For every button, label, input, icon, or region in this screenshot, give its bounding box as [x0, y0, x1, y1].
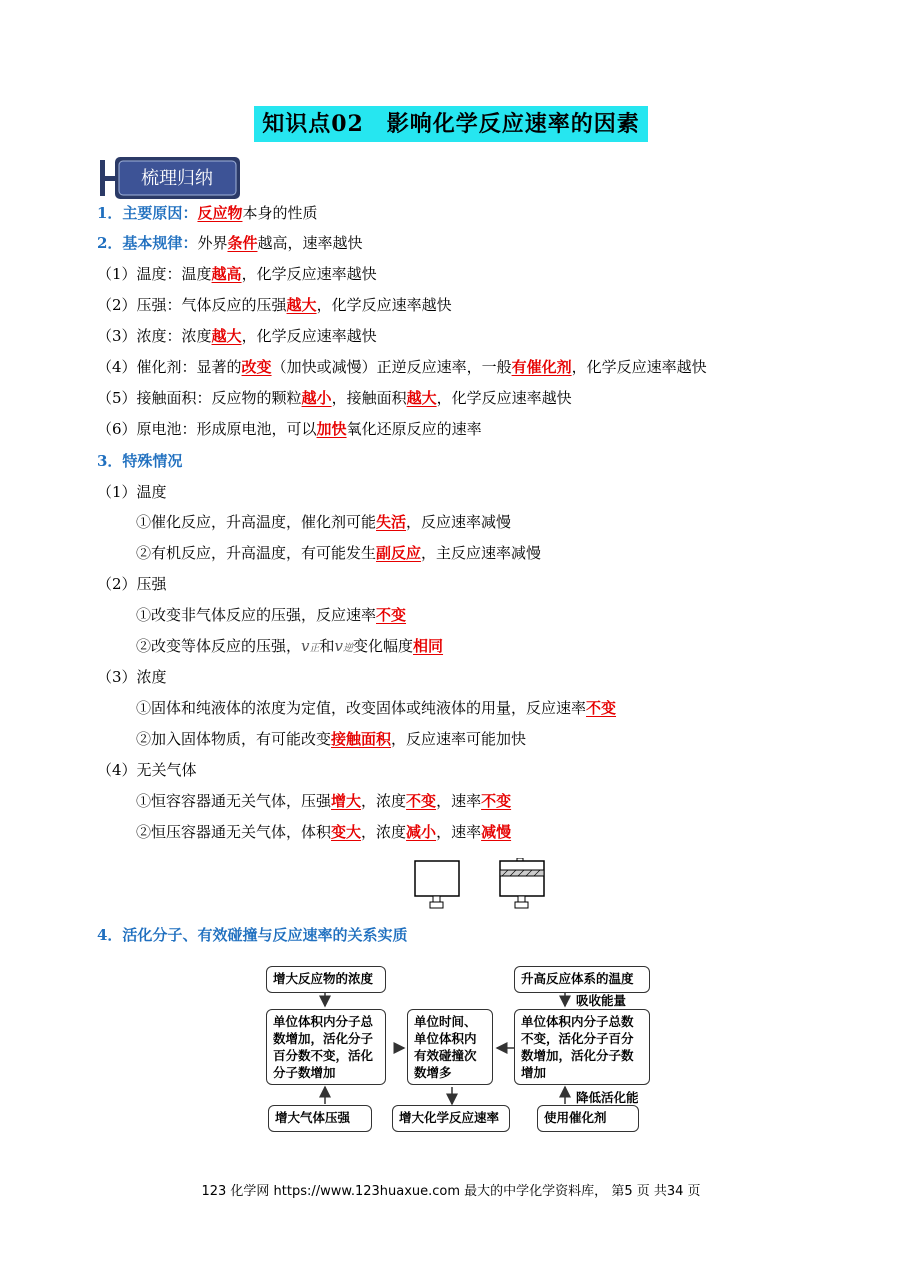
line-temperature: [97, 264, 377, 284]
text: ①改变非气体反应的压强，反应速率: [136, 606, 377, 624]
text: ②恒压容器通无关气体，体积: [136, 823, 332, 841]
label-lower-activation-energy: 降低活化能: [576, 1090, 639, 1105]
line-temp-1: [136, 512, 511, 532]
keyword: 有催化剂: [511, 358, 572, 376]
heading-2: 2．基本规律：: [97, 234, 198, 252]
text: ，化学反应速率越快: [241, 327, 377, 345]
keyword: 越大: [286, 296, 317, 314]
keyword: 条件: [227, 234, 258, 252]
keyword: 不变: [376, 606, 407, 624]
heading-1: 1．主要原因：: [97, 204, 198, 222]
text: 外界: [197, 234, 228, 252]
box-effective-collisions: 单位时间、单位体积内有效碰撞次数增多: [407, 1009, 493, 1085]
text: 和: [319, 637, 335, 655]
line-special-cases: [97, 451, 182, 471]
line-sub-pressure: [97, 574, 167, 594]
keyword: 越高: [211, 265, 242, 283]
box-increase-concentration: 增大反应物的浓度: [266, 966, 386, 993]
text: ，化学反应速率越快: [241, 265, 377, 283]
keyword: 越大: [406, 389, 437, 407]
text: 本身的性质: [242, 204, 318, 222]
line-catalyst: [97, 357, 707, 377]
keyword: 反应物: [197, 204, 243, 222]
keyword: 不变: [586, 699, 617, 717]
text: ，主反应速率减慢: [421, 544, 542, 562]
line-conc-2: [136, 729, 526, 749]
line-pressure-2: [136, 636, 443, 659]
text: ②改变等体反应的压强，: [136, 637, 302, 655]
keyword: 减小: [406, 823, 437, 841]
box-increase-pressure: 增大气体压强: [268, 1105, 372, 1132]
constant-pressure-container: [500, 858, 544, 908]
keyword: 减慢: [481, 823, 512, 841]
text: （3）浓度：浓度: [97, 327, 212, 345]
text: （1）温度: [97, 483, 167, 501]
keyword: 相同: [413, 637, 444, 655]
container-diagrams: [410, 858, 550, 914]
line-sub-inert-gas: [97, 760, 197, 780]
keyword: 增大: [331, 792, 362, 810]
text: （2）压强：气体反应的压强: [97, 296, 287, 314]
text: （1）温度：温度: [97, 265, 212, 283]
heading-4: 4．活化分子、有效碰撞与反应速率的关系实质: [97, 926, 408, 944]
box-use-catalyst: 使用催化剂: [537, 1105, 639, 1132]
text: ，化学反应速率越快: [316, 296, 452, 314]
subscript: 逆: [343, 643, 353, 654]
text: ，化学反应速率越快: [571, 358, 707, 376]
line-basic-rule: [97, 233, 363, 253]
text: ，速率: [436, 823, 482, 841]
text: （3）浓度: [97, 668, 167, 686]
heading-3: 3．特殊情况: [97, 452, 183, 470]
text: ，化学反应速率越快: [436, 389, 572, 407]
text: （2）压强: [97, 575, 167, 593]
text: （4）无关气体: [97, 761, 197, 779]
line-pressure-1: [136, 605, 406, 625]
label-absorb-energy: 吸收能量: [576, 993, 627, 1008]
text: ①固体和纯液体的浓度为定值，改变固体或纯液体的用量，反应速率: [136, 699, 587, 717]
keyword: 变大: [331, 823, 362, 841]
keyword: 越大: [211, 327, 242, 345]
keyword: 不变: [406, 792, 437, 810]
text: 氧化还原反应的速率: [346, 420, 482, 438]
section-badge-label: 梳理归纳: [141, 168, 213, 189]
box-molecules-increase-right: 单位体积内分子总数不变，活化分子百分数增加，活化分子数增加: [514, 1009, 650, 1085]
text: ，浓度: [361, 792, 407, 810]
keyword: 不变: [481, 792, 512, 810]
line-activation-heading: [97, 925, 407, 945]
text: ①催化反应，升高温度，催化剂可能: [136, 513, 377, 531]
text: ①恒容容器通无关气体，压强: [136, 792, 332, 810]
line-contact-area: [97, 388, 572, 408]
text: ②有机反应，升高温度，有可能发生: [136, 544, 377, 562]
line-sub-temperature: [97, 482, 167, 502]
subscript: 正: [309, 643, 320, 654]
page-footer: 123 化学网 https://www.123huaxue.com 最大的中学化学资料库， 第5 页 共34 页: [201, 1184, 701, 1199]
text: ，反应速率可能加快: [391, 730, 527, 748]
line-inert-2: [136, 822, 511, 842]
text: 越高，速率越快: [257, 234, 363, 252]
constant-volume-container: [415, 861, 459, 908]
page-title: 知识点02 影响化学反应速率的因素: [254, 106, 648, 142]
line-conc-1: [136, 698, 616, 718]
keyword: 失活: [376, 513, 407, 531]
text: （5）接触面积：反应物的颗粒: [97, 389, 302, 407]
line-sub-concentration: [97, 667, 167, 687]
keyword: 副反应: [376, 544, 422, 562]
keyword: 接触面积: [331, 730, 392, 748]
text: （加快或减慢）正逆反应速率，一般: [271, 358, 512, 376]
text: （6）原电池：形成原电池，可以: [97, 420, 317, 438]
box-molecules-increase-left: 单位体积内分子总数增加，活化分子百分数不变，活化分子数增加: [266, 1009, 386, 1085]
text: ，速率: [436, 792, 482, 810]
line-pressure: [97, 295, 452, 315]
line-galvanic-cell: [97, 419, 482, 439]
text: ②加入固体物质，有可能改变: [136, 730, 332, 748]
box-raise-temperature: 升高反应体系的温度: [514, 966, 650, 993]
text: ，反应速率减慢: [406, 513, 512, 531]
keyword: 加快: [316, 420, 347, 438]
text: ，接触面积: [331, 389, 407, 407]
line-inert-1: [136, 791, 511, 811]
keyword: 越小: [301, 389, 332, 407]
line-temp-2: [136, 543, 541, 563]
title-wrap: [0, 106, 902, 142]
text: （4）催化剂：显著的: [97, 358, 242, 376]
text: 变化幅度: [353, 637, 414, 655]
rate-symbol: v: [334, 637, 343, 655]
rate-symbol: v: [301, 637, 310, 655]
text: ，浓度: [361, 823, 407, 841]
keyword: 改变: [241, 358, 272, 376]
line-main-reason: [97, 203, 317, 223]
box-increase-rate: 增大化学反应速率: [392, 1105, 510, 1132]
line-concentration: [97, 326, 377, 346]
